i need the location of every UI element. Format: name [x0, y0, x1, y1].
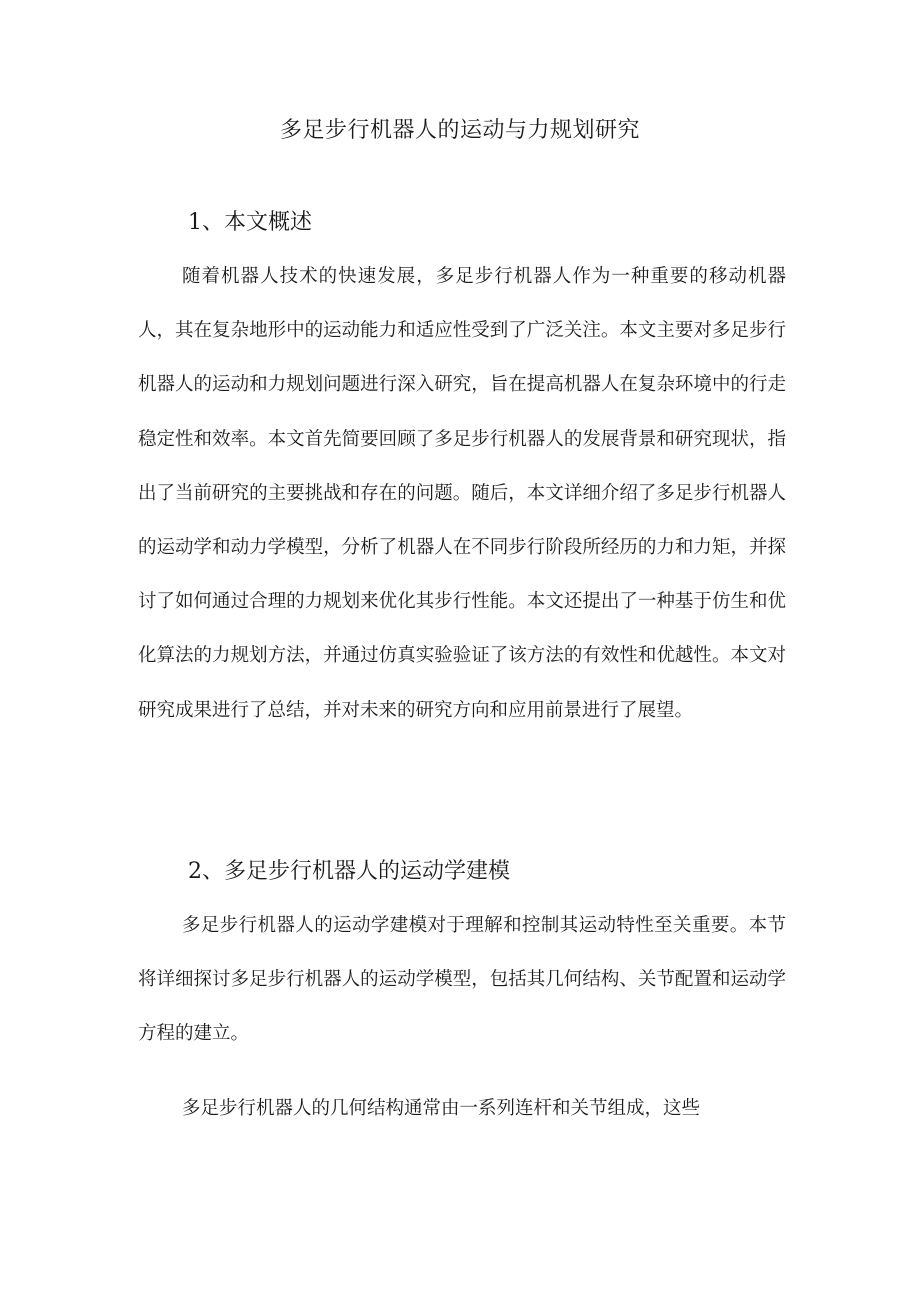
paragraph-overview: 随着机器人技术的快速发展，多足步行机器人作为一种重要的移动机器人，其在复杂地形中的运动能力和适应性受到了广泛关注。本文主要对多足步行机器人的运动和力规划问题进行深入研究，旨在提高机器人在复杂环境中的行走稳定性和效率。本文首先简要回顾了多足步行机器人的发展背景和研究现状，指出了当前研究的主要挑战和存在的问题。随后，本文详细介绍了多足步行机器人的运动学和动力学模型，分析了机器人在不同步行阶段所经历的力和力矩，并探讨了如何通过合理的力规划来优化其步行性能。本文还提出了一种基于仿生和优化算法的力规划方法，并通过仿真实验验证了该方法的有效性和优越性。本文对研究成果进行了总结，并对未来的研究方向和应用前景进行了展望。	[138, 266, 786, 721]
paragraph-kinematics-structure: 多足步行机器人的几何结构通常由一系列连杆和关节组成，这些	[182, 1098, 701, 1119]
section-heading-kinematics: 2、多足步行机器人的运动学建模	[188, 859, 510, 884]
paragraph-kinematics-intro: 多足步行机器人的运动学建模对于理解和控制其运动特性至关重要。本节将详细探讨多足步行机器人的运动学模型，包括其几何结构、关节配置和运动学方程的建立。	[138, 915, 786, 1045]
document-title: 多足步行机器人的运动与力规划研究	[279, 118, 640, 143]
section-heading-overview: 1、本文概述	[188, 210, 312, 235]
